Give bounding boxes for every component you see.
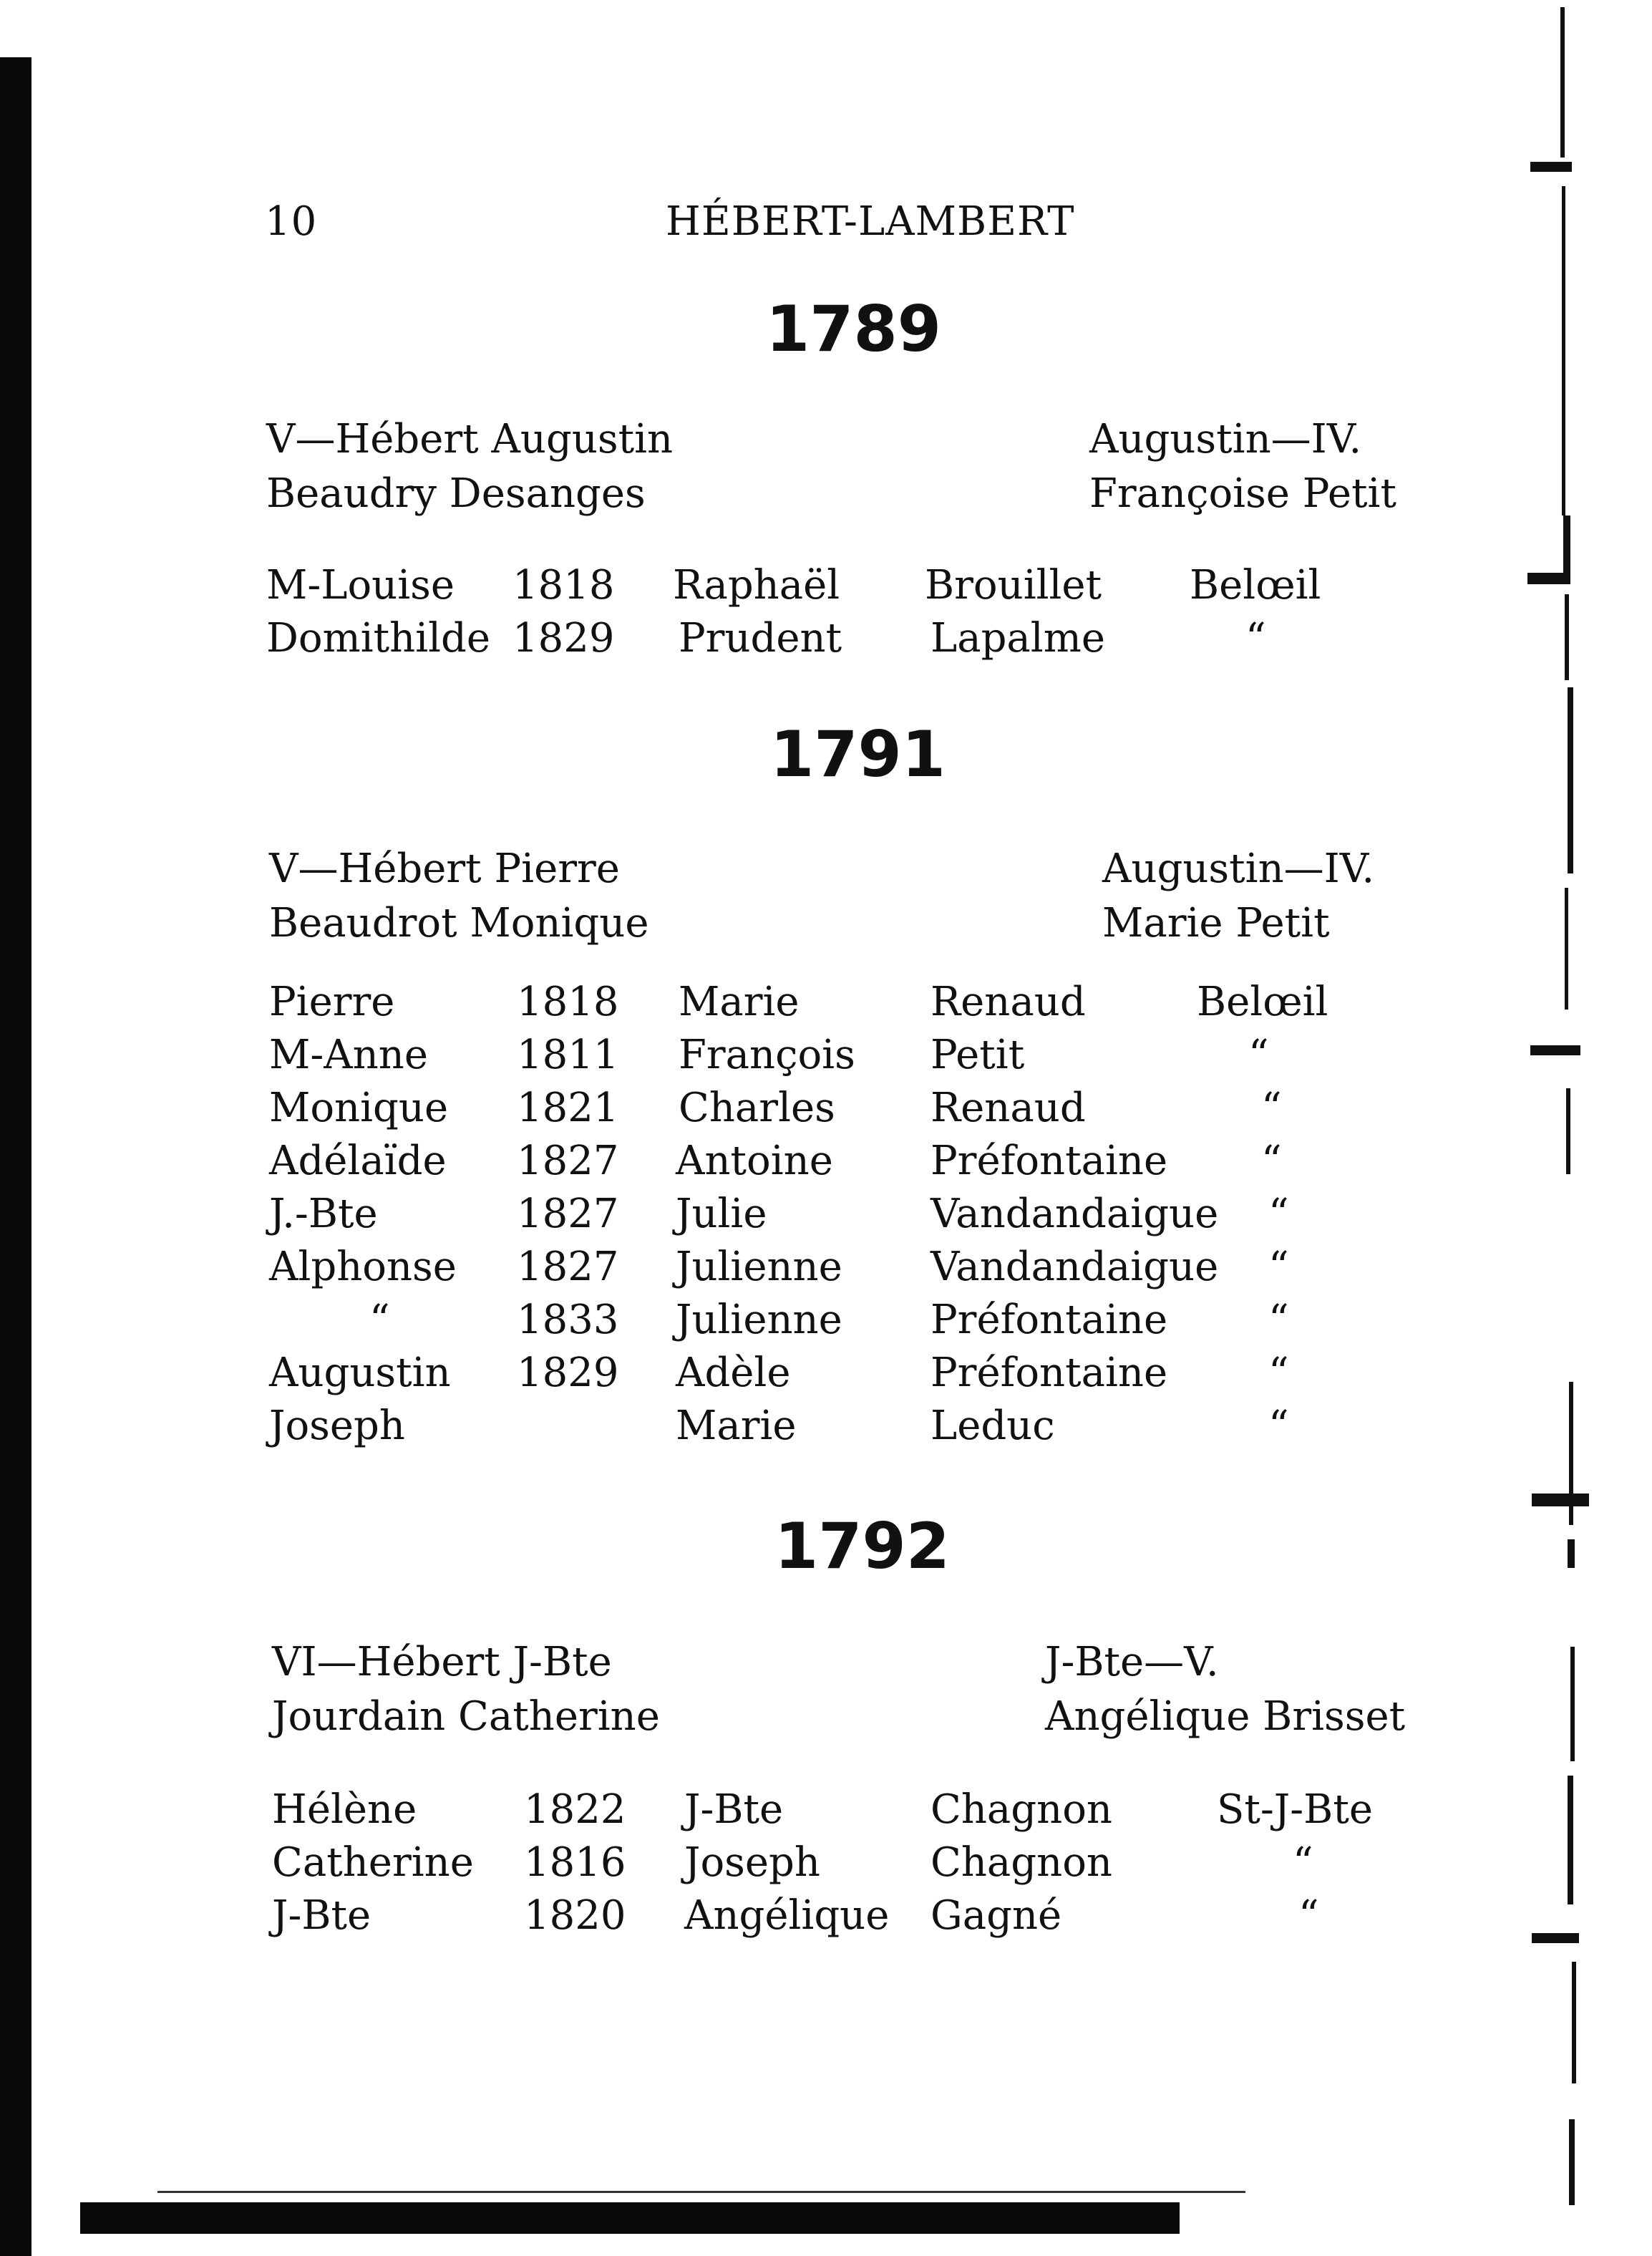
spouse-last-name: Préfontaine [931,1297,1168,1343]
child-name: M-Louise [266,562,455,609]
child-name: M-Anne [269,1032,428,1078]
child-name: Domithilde [266,615,491,662]
husband-name: V—Hébert Augustin [266,416,674,463]
child-name: Joseph [269,1403,405,1449]
child-name: Pierre [269,979,395,1025]
child-name: J.-Bte [269,1191,378,1237]
child-marriage-year: 1816 [524,1839,626,1886]
wife-name: Beaudrot Monique [269,900,649,947]
husband-mother: Angélique Brisset [1045,1693,1406,1740]
spouse-first-name: Prudent [679,615,842,662]
marriage-place: “ [1268,1297,1289,1343]
spouse-first-name: Joseph [684,1839,820,1886]
child-marriage-year: 1821 [517,1085,619,1131]
wife-name: Beaudry Desanges [266,470,646,517]
marriage-place: “ [1261,1085,1282,1131]
child-marriage-year: 1829 [517,1350,619,1396]
husband-mother: Marie Petit [1102,900,1330,947]
marriage-place: “ [1293,1839,1313,1886]
child-marriage-year: 1818 [517,979,619,1025]
child-name: Alphonse [269,1244,457,1290]
spouse-last-name: Chagnon [931,1839,1112,1886]
spouse-first-name: Marie [676,1403,797,1449]
spouse-first-name: Adèle [676,1350,791,1396]
spouse-last-name: Vandandaigue [931,1191,1219,1237]
marriage-place: “ [1268,1244,1289,1290]
spouse-last-name: Petit [931,1032,1025,1078]
child-name: Monique [269,1085,449,1131]
child-name: Augustin [269,1350,451,1396]
wife-name: Jourdain Catherine [272,1693,660,1740]
child-marriage-year: 1829 [512,615,615,662]
spouse-last-name: Vandandaigue [931,1244,1219,1290]
spouse-first-name: Marie [679,979,800,1025]
spouse-first-name: Angélique [684,1892,890,1939]
spouse-last-name: Chagnon [931,1786,1112,1833]
scan-edge-right [1525,0,1652,2256]
child-marriage-year: 1827 [517,1191,619,1237]
scan-rule-bottom [157,2191,1245,2193]
section-year: 1791 [770,717,946,791]
spouse-last-name: Brouillet [925,562,1102,609]
marriage-place: Belœil [1197,979,1328,1025]
marriage-place: “ [1298,1892,1319,1939]
child-marriage-year: 1833 [517,1297,619,1343]
husband-name: VI—Hébert J-Bte [272,1639,612,1685]
spouse-last-name: Leduc [931,1403,1055,1449]
child-marriage-year: 1820 [524,1892,626,1939]
child-name: Adélaïde [269,1138,447,1184]
spouse-last-name: Gagné [931,1892,1062,1939]
spouse-first-name: Antoine [676,1138,833,1184]
marriage-place: “ [1268,1403,1289,1449]
section-year: 1792 [774,1509,950,1583]
husband-mother: Françoise Petit [1089,470,1396,517]
child-marriage-year: 1811 [517,1032,619,1078]
page-number: 10 [265,198,318,245]
marriage-place: St-J-Bte [1217,1786,1373,1833]
child-marriage-year: 1818 [512,562,615,609]
marriage-place: Belœil [1190,562,1321,609]
running-title: HÉBERT-LAMBERT [666,198,1075,245]
husband-father: Augustin—IV. [1089,416,1362,463]
child-name: Hélène [272,1786,417,1833]
husband-father: Augustin—IV. [1102,846,1375,892]
child-name: Catherine [272,1839,474,1886]
marriage-place: “ [1268,1191,1289,1237]
spouse-last-name: Renaud [931,979,1086,1025]
child-marriage-year: 1827 [517,1138,619,1184]
spouse-first-name: Raphaël [673,562,840,609]
spouse-last-name: Lapalme [931,615,1105,662]
spouse-last-name: Préfontaine [931,1138,1168,1184]
spouse-first-name: François [679,1032,855,1078]
husband-father: J-Bte—V. [1045,1639,1219,1685]
marriage-place: “ [1248,1032,1269,1078]
scan-border-bottom [80,2202,1180,2234]
spouse-last-name: Préfontaine [931,1350,1168,1396]
spouse-first-name: Julie [676,1191,767,1237]
spouse-first-name: Charles [679,1085,835,1131]
child-marriage-year: 1827 [517,1244,619,1290]
scan-border-left [0,57,31,2256]
child-name: J-Bte [272,1892,371,1939]
section-year: 1789 [766,292,941,366]
marriage-place: “ [1245,615,1266,662]
spouse-first-name: Julienne [676,1244,842,1290]
husband-name: V—Hébert Pierre [269,846,620,892]
spouse-first-name: Julienne [676,1297,842,1343]
spouse-first-name: J-Bte [684,1786,784,1833]
spouse-last-name: Renaud [931,1085,1086,1131]
marriage-place: “ [1268,1350,1289,1396]
marriage-place: “ [1261,1138,1282,1184]
child-name: “ [369,1297,390,1343]
child-marriage-year: 1822 [524,1786,626,1833]
